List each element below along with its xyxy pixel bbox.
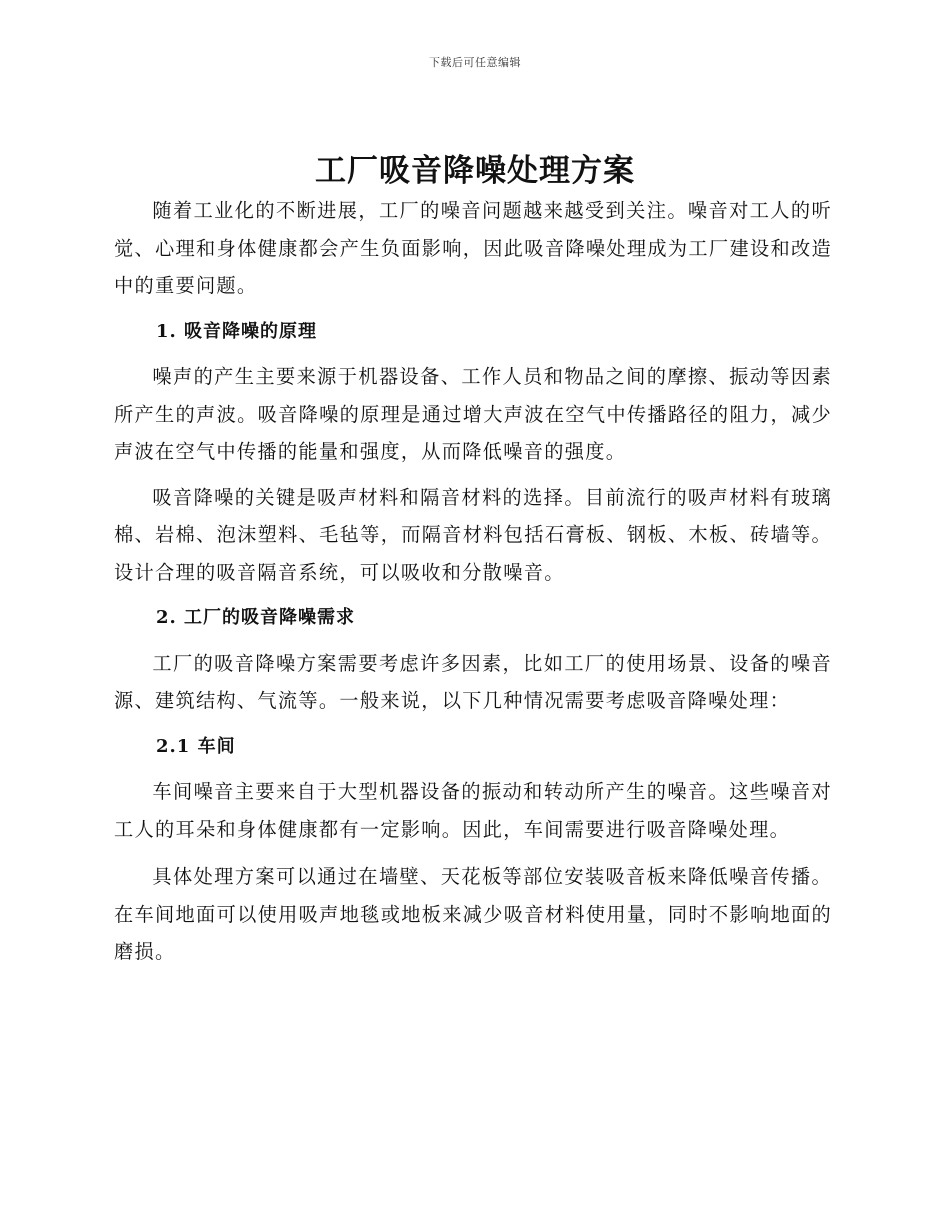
section-1-paragraph-2: 吸音降噪的关键是吸声材料和隔音材料的选择。目前流行的吸声材料有玻璃棉、岩棉、泡沫塑料、毛毡等，而隔音材料包括石膏板、钢板、木板、砖墙等。设计合理的吸音隔音系统，可以吸收和分散噪音。 bbox=[114, 485, 832, 584]
section-1-heading: 1. 吸音降噪的原理 bbox=[156, 320, 318, 342]
page-header-note: 下载后可任意编辑 bbox=[429, 56, 521, 69]
section-2-heading: 2. 工厂的吸音降噪需求 bbox=[156, 607, 356, 628]
document-body bbox=[114, 192, 832, 971]
section-1-paragraph-1: 噪声的产生主要来源于机器设备、工作人员和物品之间的摩擦、振动等因素所产生的声波。吸音降噪的原理是通过增大声波在空气中传播路径的阻力，减少声波在空气中传播的能量和强度，从而降低噪音的强度。 bbox=[114, 365, 832, 463]
section-2-paragraph-1: 工厂的吸音降噪方案需要考虑许多因素，比如工厂的使用场景、设备的噪音源、建筑结构、气流等。一般来说，以下几种情况需要考虑吸音降噪处理： bbox=[114, 651, 832, 712]
section-2-1-heading: 2.1 车间 bbox=[156, 735, 236, 757]
section-2-1-paragraph-2: 具体处理方案可以通过在墙壁、天花板等部位安装吸音板来降低噪音传播。在车间地面可以使用吸声地毯或地板来减少吸音材料使用量，同时不影响地面的磨损。 bbox=[114, 865, 832, 963]
section-2-1-paragraph-1: 车间噪音主要来自于大型机器设备的振动和转动所产生的噪音。这些噪音对工人的耳朵和身体健康都有一定影响。因此，车间需要进行吸音降噪处理。 bbox=[114, 780, 832, 841]
document-title: 工厂吸音降噪处理方案 bbox=[315, 153, 635, 189]
intro-paragraph: 随着工业化的不断进展，工厂的噪音问题越来越受到关注。噪音对工人的听觉、心理和身体健康都会产生负面影响，因此吸音降噪处理成为工厂建设和改造中的重要问题。 bbox=[114, 199, 832, 297]
